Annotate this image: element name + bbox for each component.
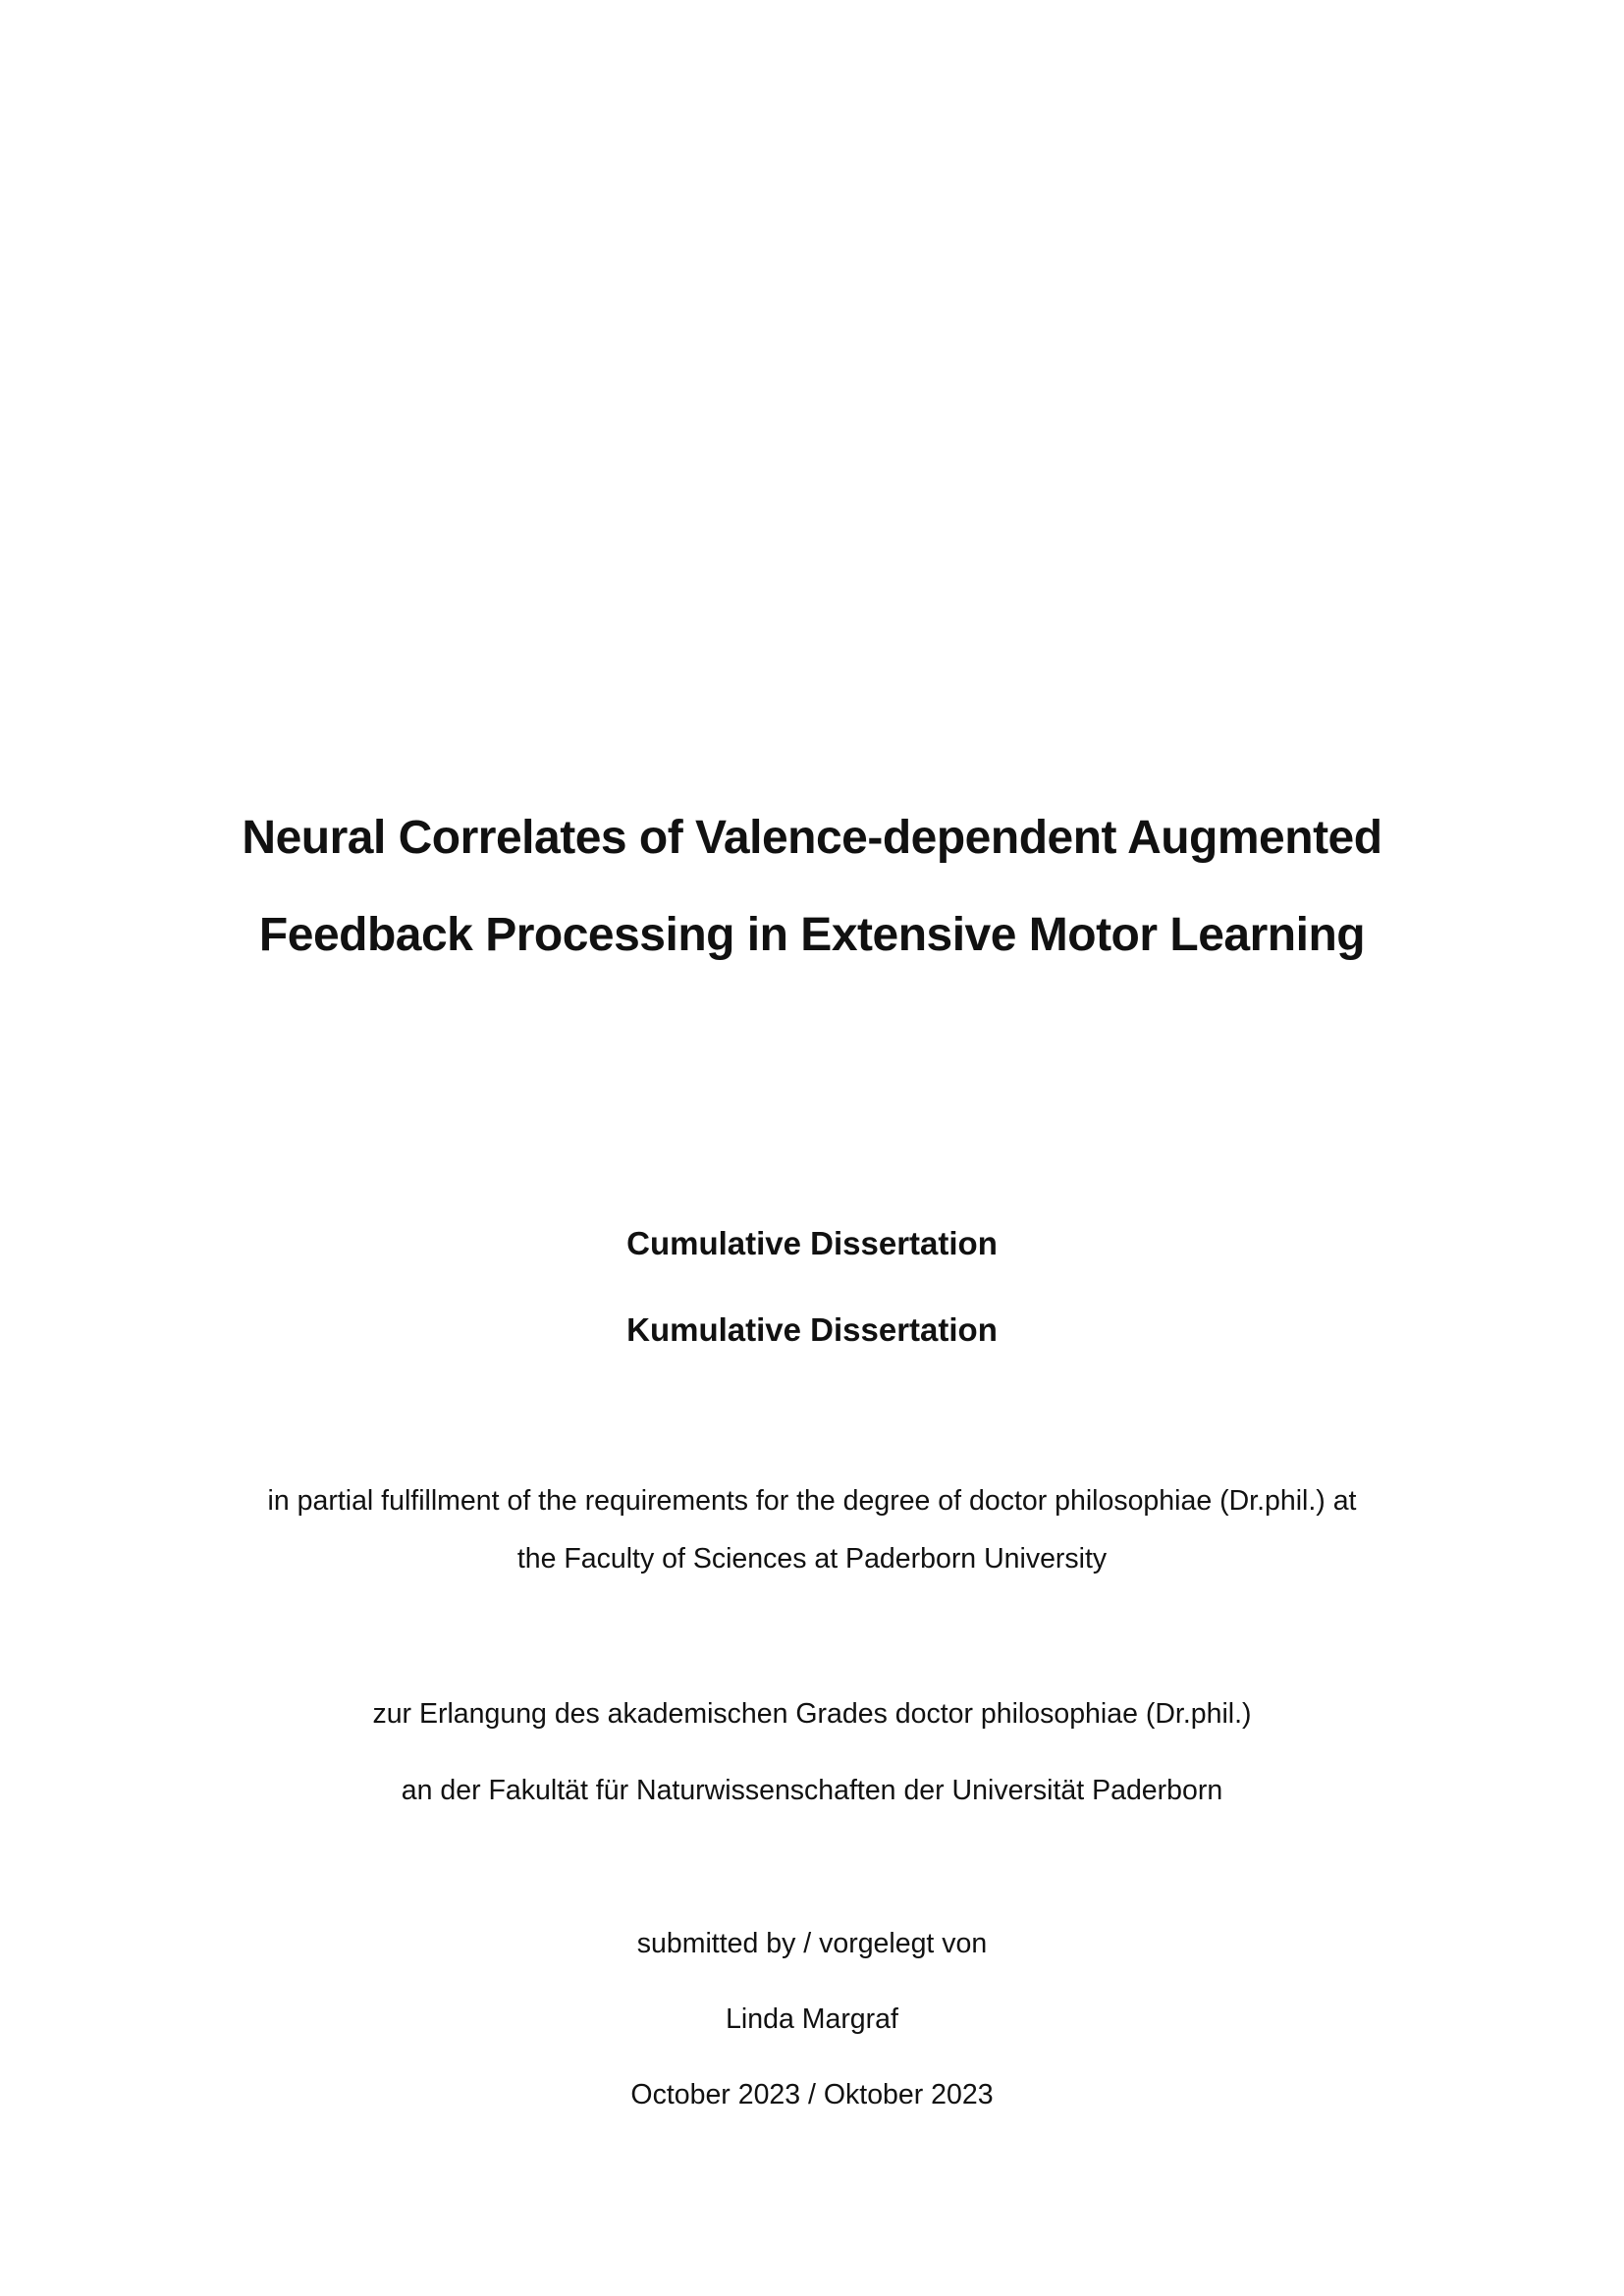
thesis-title-line-2: Feedback Processing in Extensive Motor Learning	[258, 909, 1366, 961]
author-name: Linda Margraf	[726, 2003, 898, 2035]
submission-date: October 2023 / Oktober 2023	[630, 2079, 994, 2110]
fulfillment-english-line-1: in partial fulfillment of the requirements for the degree of doctor philosophiae (Dr.phil.) at	[267, 1485, 1357, 1517]
document-type-german: Kumulative Dissertation	[626, 1311, 998, 1348]
thesis-title-line-1: Neural Correlates of Valence-dependent Augmented	[242, 812, 1382, 864]
fulfillment-german-line-1: zur Erlangung des akademischen Grades doctor philosophiae (Dr.phil.)	[372, 1698, 1252, 1730]
fulfillment-german-line-2: an der Fakultät für Naturwissenschaften der Universität Paderborn	[401, 1775, 1223, 1806]
fulfillment-english-line-2: the Faculty of Sciences at Paderborn University	[516, 1543, 1108, 1575]
document-type-english: Cumulative Dissertation	[626, 1225, 998, 1261]
submitted-by-label: submitted by / vorgelegt von	[636, 1928, 988, 1959]
